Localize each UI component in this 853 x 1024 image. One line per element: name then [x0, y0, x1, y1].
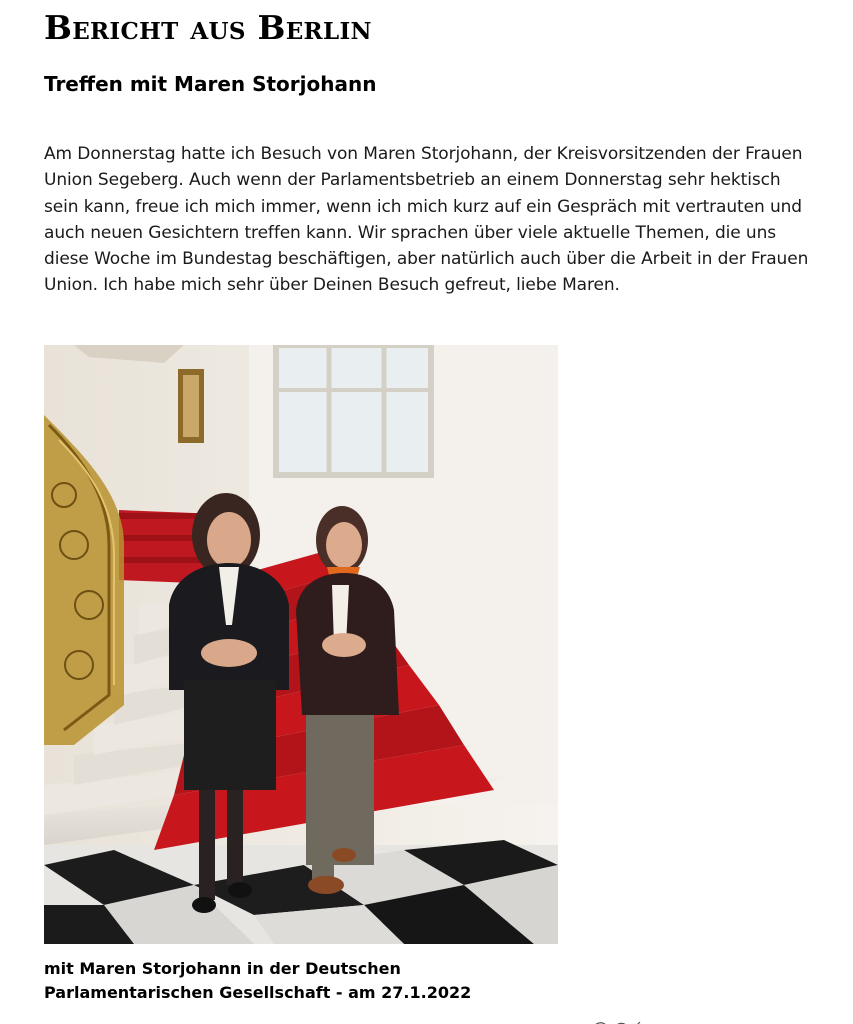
- cut-off-script-fragment: [590, 1014, 650, 1024]
- article-photo: [44, 345, 558, 944]
- caption-line-2: Parlamentarischen Gesellschaft - am 27.1.2022: [44, 983, 472, 1002]
- article-body: Am Donnerstag hatte ich Besuch von Maren Storjohann, der Kreisvorsitzenden der Frauen Union Segeberg. Auch wenn der Parlamentsbetrieb an einem Donnerstag sehr hektisch sein kann, freue ich mich immer, wenn ich mich kurz auf ein Gespräch mit vertrauten und auch neuen Gesichtern treffen kann. Wir sprachen über viele aktuelle Themen, die uns diese Woche im Bundestag beschäftigen, aber natürlich auch über die Arbeit in der Frauen Union. Ich habe mich sehr über Deinen Besuch gefreut, liebe Maren.: [44, 144, 809, 296]
- article-subtitle: Treffen mit Maren Storjohann: [44, 72, 377, 96]
- page-title: Bericht aus Berlin: [44, 8, 372, 47]
- caption-line-1: mit Maren Storjohann in der Deutschen: [44, 959, 401, 978]
- photo-caption: [44, 957, 604, 1005]
